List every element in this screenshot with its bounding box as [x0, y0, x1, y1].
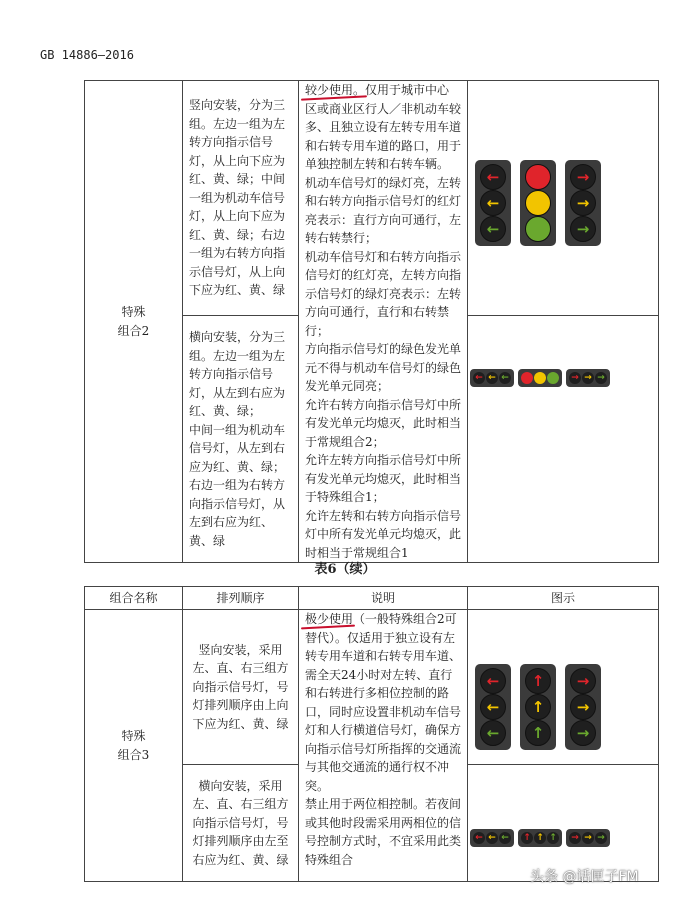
usage-note: 较少使用。 [305, 83, 366, 97]
description-cell [299, 81, 468, 563]
header-figure: 图示 [468, 587, 659, 610]
arrow-right-icon: → [569, 372, 581, 384]
standard-code: GB 14886—2016 [40, 48, 134, 62]
green-lamp-icon [525, 216, 551, 242]
arrow-left-icon: ← [499, 832, 511, 844]
arrow-left-icon: ← [473, 372, 485, 384]
left-turn-signal-head [475, 160, 511, 246]
table-special-combo-2 [84, 80, 659, 563]
arrow-up-icon: ↑ [525, 668, 551, 694]
arrow-left-icon: ← [480, 216, 506, 242]
vehicle-signal-head-horizontal [518, 369, 562, 387]
green-lamp-icon [547, 372, 559, 384]
figure-horizontal [468, 765, 659, 882]
description-text: （一般特殊组合2可替代）。仅适用于独立设有左转专用车道和右转专用车道、需全天24小时对左转、直行和右转进行多相位控制的路口，同时应设置非机动车信号灯和人行横道信号灯，确保方向指示信号灯所指挥的交通流与其他交通流的通行权不冲突。 禁止用于两位相控制。若夜间或其他时段需采用两相位的信号控制方式时，不宜采用此类特殊组合 [305, 612, 462, 867]
arrow-left-icon: ← [499, 372, 511, 384]
vehicle-signal-head [520, 160, 556, 246]
arrow-up-icon: ↑ [521, 832, 533, 844]
arrow-right-icon: → [595, 832, 607, 844]
arrow-left-icon: ← [473, 832, 485, 844]
yellow-lamp-icon [525, 190, 551, 216]
right-turn-signal-head [565, 664, 601, 750]
yellow-lamp-icon [534, 372, 546, 384]
watermark: 头条 @话匣子FM [530, 869, 639, 885]
combo-name: 特殊 组合3 [85, 610, 183, 882]
straight-signal-head [520, 664, 556, 750]
arrow-left-icon: ← [480, 164, 506, 190]
order-horizontal: 横向安装，采用左、直、右三组方向指示信号灯，号灯排列顺序由左至右应为红、黄、绿 [183, 765, 299, 882]
combo-name: 特殊 组合2 [85, 81, 183, 563]
arrow-left-icon: ← [486, 832, 498, 844]
header-order: 排列顺序 [183, 587, 299, 610]
usage-note: 极少使用 [305, 612, 354, 626]
arrow-up-icon: ↑ [525, 720, 551, 746]
arrow-up-icon: ↑ [525, 694, 551, 720]
order-horizontal: 横向安装，分为三组。左边一组为左转方向指示信号灯，从左到右应为红、黄、绿； 中间一组为机动车信号灯，从左到右应为红、黄、绿； 右边一组为右转方向指示信号灯，从左到右应为红、黄、绿 [183, 316, 299, 563]
arrow-right-icon: → [570, 720, 596, 746]
arrow-right-icon: → [570, 190, 596, 216]
left-turn-signal-head-horizontal [470, 369, 514, 387]
arrow-left-icon: ← [486, 372, 498, 384]
arrow-right-icon: → [570, 668, 596, 694]
description-text: 仅用于城市中心区或商业区行人／非机动车较多、且独立设有左转专用车道和右转专用车道的路口，用于单独控制左转和右转车辆。 机动车信号灯的绿灯亮，左转和右转方向指示信号灯的红灯亮表示：直行方向可通行，左转右转禁行； 机动车信号灯和右转方向指示信号灯的红灯亮，左转方向指示信号灯的绿灯亮表示：左转方向可通行，直行和右转禁行； 方向指示信号灯的绿色发光单元不得与机动车信号灯的绿色发光单元同亮； 允许右转方向指示信号灯中所有发光单元均熄灭，此时相当于常规组合2； 允许左转方向指示信号灯中所有发光单元均熄灭，此时相当于特殊组合1； 允许左转和右转方向指示信号灯中所有发光单元均熄灭，此时相当于常规组合1 [305, 83, 462, 560]
arrow-left-icon: ← [480, 720, 506, 746]
order-vertical: 竖向安装，分为三组。左边一组为左转方向指示信号灯，从上向下应为红、黄、绿；中间一组为机动车信号灯，从上向下应为红、黄、绿；右边一组为右转方向指示信号灯，从上向下应为红、黄、绿 [183, 81, 299, 316]
arrow-right-icon: → [570, 216, 596, 242]
arrow-up-icon: ↑ [534, 832, 546, 844]
left-turn-signal-head-horizontal [470, 829, 514, 847]
arrow-left-icon: ← [480, 694, 506, 720]
arrow-left-icon: ← [480, 668, 506, 694]
right-turn-signal-head-horizontal [566, 369, 610, 387]
table-caption: 表6（续） [314, 562, 376, 577]
header-description: 说明 [299, 587, 468, 610]
arrow-up-icon: ↑ [547, 832, 559, 844]
arrow-right-icon: → [570, 694, 596, 720]
left-turn-signal-head [475, 664, 511, 750]
arrow-right-icon: → [582, 372, 594, 384]
order-vertical: 竖向安装，采用左、直、右三组方向指示信号灯，号灯排列顺序由上向下应为红、黄、绿 [183, 610, 299, 765]
right-turn-signal-head-horizontal [566, 829, 610, 847]
straight-signal-head-horizontal [518, 829, 562, 847]
red-lamp-icon [525, 164, 551, 190]
figure-horizontal [468, 316, 659, 563]
description-cell [299, 610, 468, 882]
arrow-right-icon: → [582, 832, 594, 844]
arrow-right-icon: → [569, 832, 581, 844]
red-lamp-icon [521, 372, 533, 384]
header-combo-name: 组合名称 [85, 587, 183, 610]
arrow-right-icon: → [595, 372, 607, 384]
right-turn-signal-head [565, 160, 601, 246]
arrow-right-icon: → [570, 164, 596, 190]
arrow-left-icon: ← [480, 190, 506, 216]
